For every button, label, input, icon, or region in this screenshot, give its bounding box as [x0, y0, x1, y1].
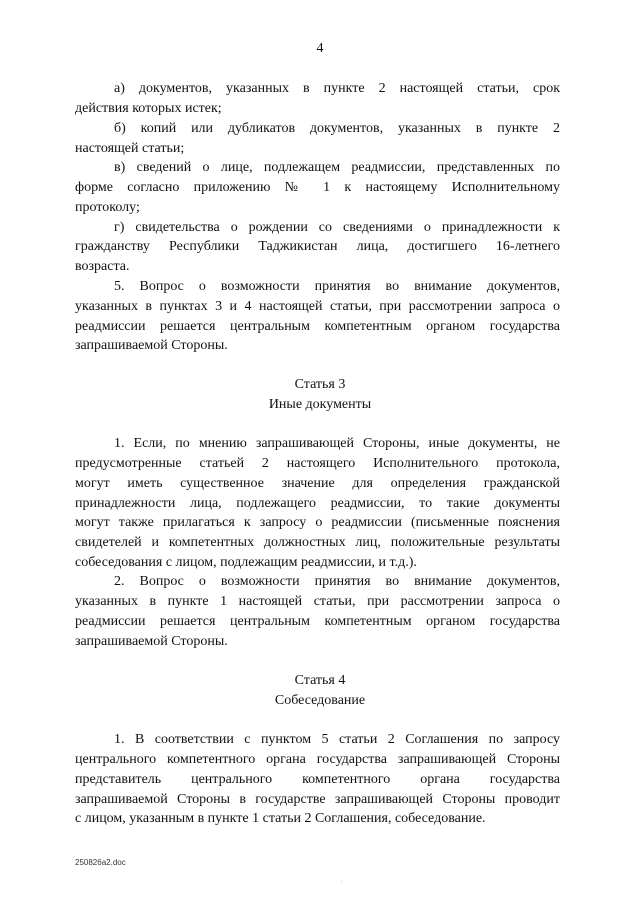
paragraph-line: в) сведений о лице, подлежащем реадмиссии, представленных по — [114, 160, 560, 175]
paragraph-line: предусмотренные статьей 2 настоящего Исполнительного протокола, — [75, 456, 560, 471]
scan-mark: . — [341, 878, 343, 884]
paragraph-line: центрального компетентного органа государства запрашивающей Стороны — [75, 752, 560, 767]
paragraph-line: возраста. — [75, 259, 130, 274]
page-number: 4 — [316, 41, 324, 56]
paragraph-line: а) документов, указанных в пункте 2 настоящей статьи, срок — [114, 81, 560, 96]
paragraph-line: запрашиваемой Стороны в государстве запрашивающей Стороны проводит — [75, 792, 560, 807]
paragraph-line: 1. В соответствии с пунктом 5 статьи 2 Соглашения по запросу — [114, 732, 560, 747]
article-title: Иные документы — [268, 397, 372, 412]
paragraph-line: принадлежности лица, подлежащего реадмиссии, то такие документы — [75, 496, 560, 511]
paragraph-line: с лицом, указанным в пункте 1 статьи 2 Соглашения, собеседование. — [75, 811, 486, 826]
paragraph-line: собеседования с лицом, подлежащим реадмиссии, и т.д.). — [75, 555, 417, 570]
paragraph-line: форме согласно приложению № 1 к настоящему Исполнительному — [75, 180, 560, 195]
paragraph-line: гражданству Республики Таджикистан лица, достигшего 16-летнего — [75, 239, 560, 254]
paragraph-line: могут иметь существенное значение для определения гражданской — [75, 476, 560, 491]
paragraph-line: 2. Вопрос о возможности принятия во внимание документов, — [114, 574, 560, 589]
paragraph-line: протоколу; — [75, 200, 140, 215]
article-number: Статья 4 — [294, 673, 346, 688]
paragraph-line: 5. Вопрос о возможности принятия во внимание документов, — [114, 279, 560, 294]
paragraph-line: указанных в пунктах 3 и 4 настоящей статьи, при рассмотрении запроса о — [75, 299, 560, 314]
paragraph-line: реадмиссии решается центральным компетентным органом государства — [75, 319, 560, 334]
paragraph-line: указанных в пункте 1 настоящей статьи, при рассмотрении запроса о — [75, 594, 560, 609]
paragraph-line: настоящей статьи; — [75, 141, 185, 156]
paragraph-line: б) копий или дубликатов документов, указанных в пункте 2 — [114, 121, 560, 136]
paragraph-line: могут также прилагаться к запросу о реадмиссии (письменные пояснения — [75, 515, 560, 530]
footer-filename: 250826a2.doc — [75, 858, 126, 867]
paragraph-line: действия которых истек; — [75, 101, 222, 116]
paragraph-line: запрашиваемой Стороны. — [75, 338, 228, 353]
paragraph-line: г) свидетельства о рождении со сведениями о принадлежности к — [114, 220, 560, 235]
paragraph-line: запрашиваемой Стороны. — [75, 634, 228, 649]
paragraph-line: представитель центрального компетентного органа государства — [75, 772, 560, 787]
paragraph-line: 1. Если, по мнению запрашивающей Стороны, иные документы, не — [114, 436, 560, 451]
article-title: Собеседование — [274, 693, 366, 708]
paragraph-line: реадмиссии решается центральным компетентным органом государства — [75, 614, 560, 629]
paragraph-line: свидетелей и компетентных должностных лиц, положительные результаты — [75, 535, 560, 550]
article-number: Статья 3 — [294, 377, 346, 392]
